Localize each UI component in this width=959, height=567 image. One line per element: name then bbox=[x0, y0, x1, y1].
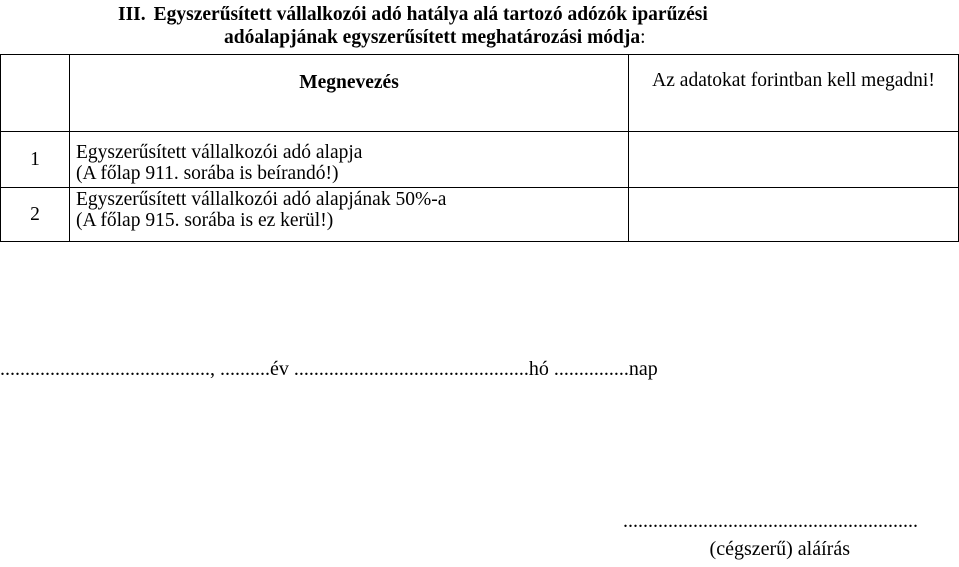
table-header-row bbox=[1, 55, 959, 132]
table-row bbox=[1, 188, 959, 242]
section-title-text-1: Egyszerűsített vállalkozói adó hatálya alá tartozó adózók iparűzési bbox=[153, 4, 708, 25]
row-description bbox=[70, 188, 629, 242]
row-description-line-2: (A főlap 915. sorába is ez kerül!) bbox=[76, 210, 334, 231]
signature-label: (cégszerű) aláírás bbox=[709, 538, 850, 560]
section-numeral: III. bbox=[118, 4, 146, 25]
row-amount-field[interactable] bbox=[629, 188, 959, 242]
date-line: .........................................., ..........év ...............................................hó ...............nap bbox=[0, 358, 658, 380]
section-title-line-1 bbox=[118, 3, 958, 26]
row-number: 1 bbox=[1, 132, 70, 188]
header-num-cell bbox=[1, 55, 70, 132]
header-name-cell: Megnevezés bbox=[70, 55, 629, 132]
section-title-text-2: adóalapjának egyszerűsített meghatározási módja bbox=[224, 27, 641, 48]
row-number: 2 bbox=[1, 188, 70, 242]
section-title-line-2 bbox=[118, 26, 958, 49]
table-row bbox=[1, 132, 959, 188]
row-description-line-1: Egyszerűsített vállalkozói adó alapjának 50%-a bbox=[76, 189, 447, 210]
row-description-line-1: Egyszerűsített vállalkozói adó alapja bbox=[76, 142, 363, 163]
signature-block bbox=[560, 510, 940, 565]
header-note-cell: Az adatokat forintban kell megadni! bbox=[629, 55, 959, 132]
tax-base-table bbox=[0, 54, 959, 242]
row-description bbox=[70, 132, 629, 188]
section-title-colon: : bbox=[640, 27, 646, 48]
section-heading bbox=[118, 3, 958, 49]
row-description-line-2: (A főlap 911. sorába is beírandó!) bbox=[76, 163, 339, 184]
signature-line: ........................................................... bbox=[623, 510, 918, 532]
row-amount-field[interactable] bbox=[629, 132, 959, 188]
